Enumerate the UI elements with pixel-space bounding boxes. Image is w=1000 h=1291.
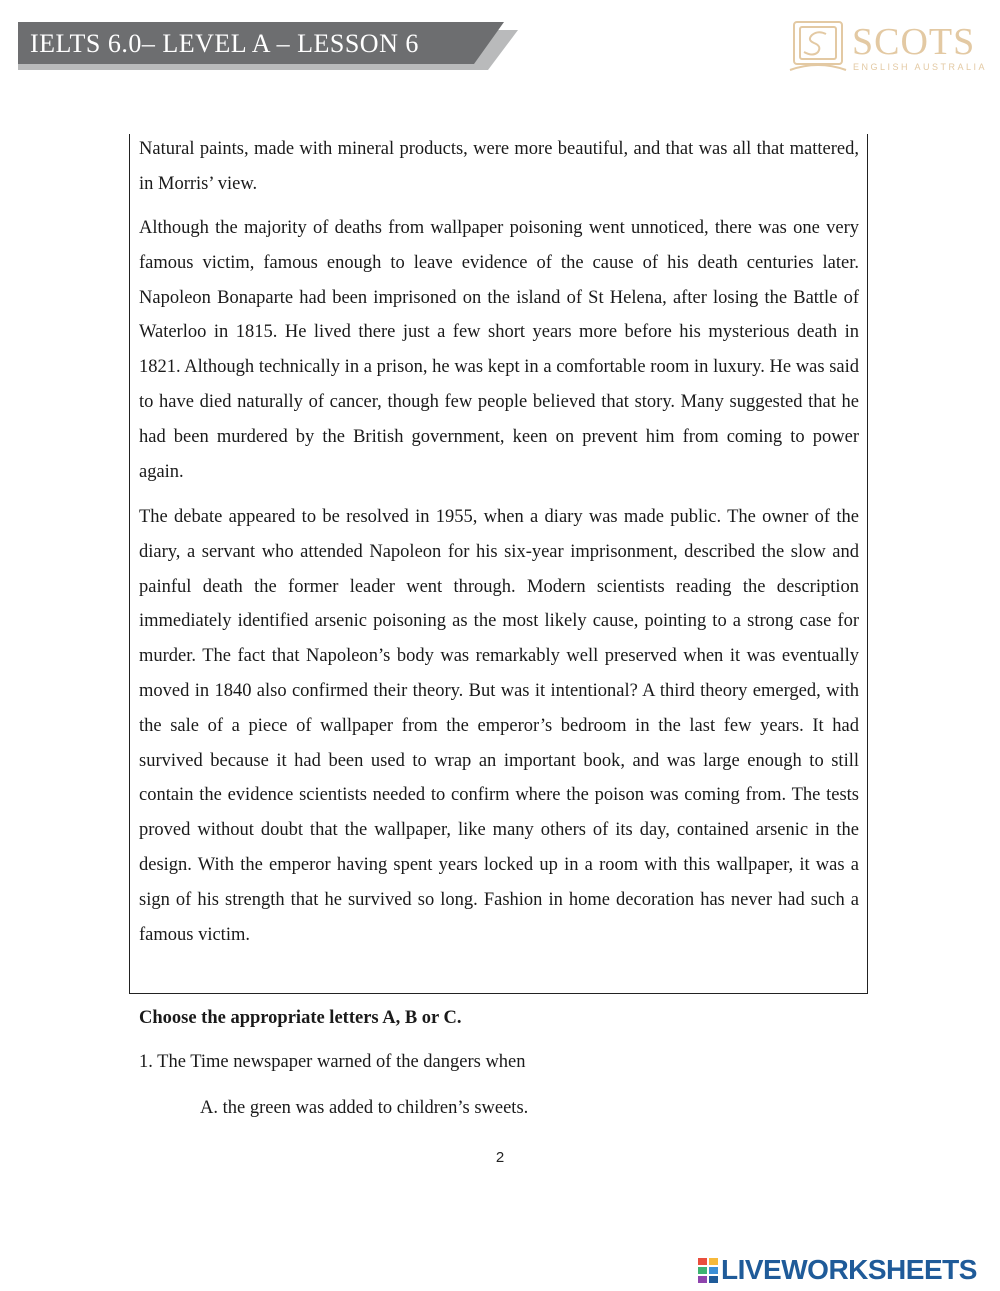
liveworksheets-brand: LIVEWORKSHEETS bbox=[721, 1254, 977, 1285]
page-number: 2 bbox=[495, 1149, 505, 1166]
logo-name: SCOTS bbox=[852, 21, 976, 63]
question-1-option-a[interactable]: A. the green was added to children’s sweets. bbox=[200, 1098, 529, 1118]
exercise-instruction: Choose the appropriate letters A, B or C. bbox=[139, 1008, 462, 1028]
passage-paragraph-2: Although the majority of deaths from wallpaper poisoning went unnoticed, there was one very famous victim, famous enough to leave evidence of the cause of his death centuries later. Napoleon Bonaparte had been imprisoned on the island of St Helena, after losing the Battle of Waterloo in 1815. He lived there just a few short years more before his mysterious death in 1821. Although technically in a prison, he was kept in a comfortable room in luxury. He was said to have died naturally of cancer, though few people believed that story. Many suggested that he had been murdered by the British government, keen on prevent him from coming to power again. bbox=[139, 218, 859, 482]
lesson-title: IELTS 6.0– LEVEL A – LESSON 6 bbox=[30, 29, 419, 58]
passage-paragraph-1: Natural paints, made with mineral products, were more beautiful, and that was all that mattered, in Morris’ view. bbox=[139, 139, 859, 194]
logo-subtitle: ENGLISH AUSTRALIA bbox=[853, 62, 988, 72]
question-1: 1. The Time newspaper warned of the dangers when bbox=[139, 1052, 526, 1072]
passage-paragraph-3: The debate appeared to be resolved in 1955, when a diary was made public. The owner of the diary, a servant who attended Napoleon for his six-year imprisonment, described the slow and painful death the former leader went through. Modern scientists reading the description immediately identified arsenic poisoning as the most likely cause, pointing to a strong case for murder. The fact that Napoleon’s body was remarkably well preserved when it was eventually moved in 1840 also confirmed their theory. But was it intentional? A third theory emerged, with the sale of a piece of wallpaper from the emperor’s bedroom in the last few years. It had survived because it had been used to wrap an important book, and was large enough to still contain the evidence scientists needed to confirm where the poison was coming from. The tests proved without doubt that the wallpaper, like many others of its day, contained arsenic in the design. With the emperor having spent years locked up in a room with this wallpaper, it was a sign of his strength that he survived so long. Fashion in home decoration has never had such a famous victim. bbox=[139, 507, 859, 945]
